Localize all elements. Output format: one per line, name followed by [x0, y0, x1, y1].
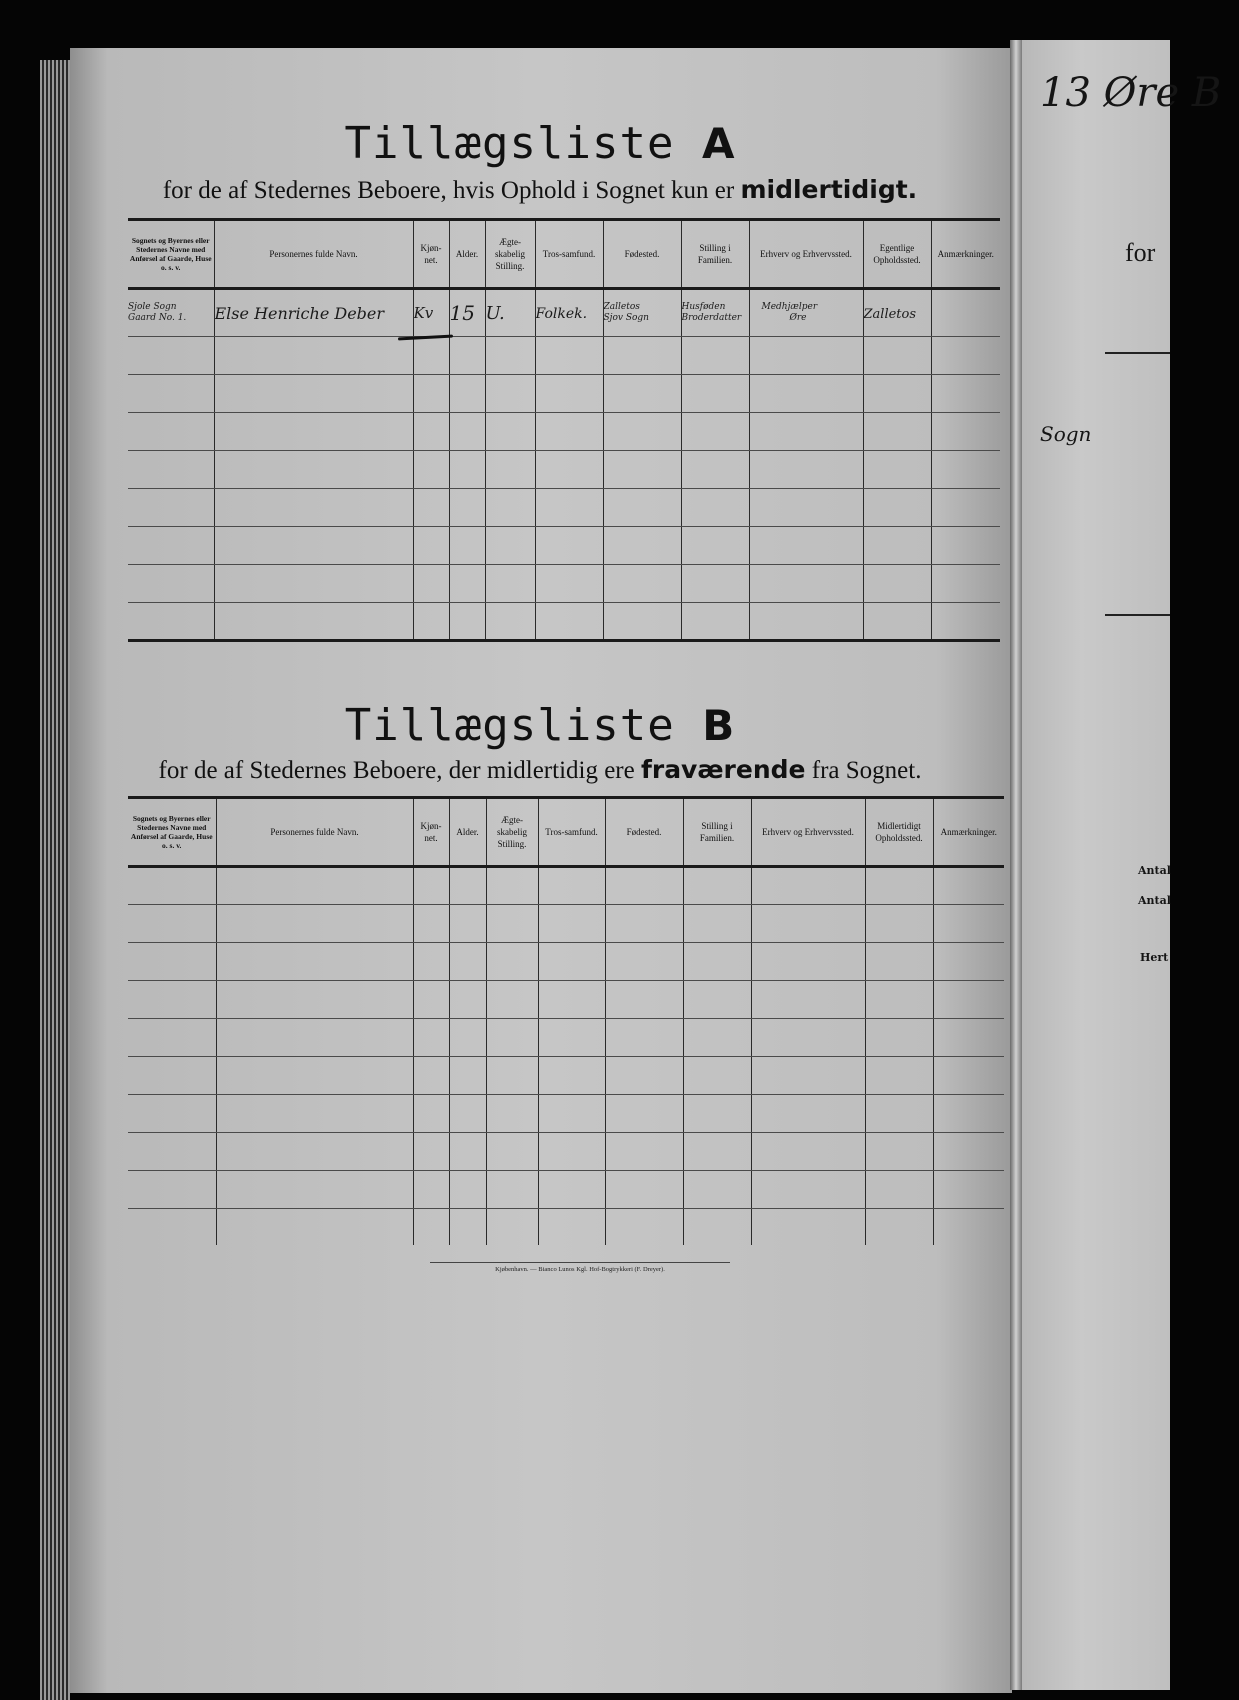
list-b-letter: B [702, 701, 736, 750]
table-row [128, 1133, 1004, 1171]
list-b-subtitle-end: fra Sognet. [811, 757, 922, 784]
person-faith: Folkek. [535, 306, 588, 322]
col-temporary-residence: Midlertidigt Opholdssted. [865, 798, 933, 867]
table-row [128, 1209, 1004, 1245]
col-sex: Kjøn-net. [413, 220, 449, 289]
list-b-title [70, 700, 1010, 751]
marital-cell [485, 289, 535, 337]
col-occupation: Erhverv og Erhvervssted. [749, 220, 863, 289]
age-cell [449, 289, 485, 337]
family-line-1: Husføden [681, 302, 726, 312]
table-row [128, 451, 1000, 489]
col-place: Sognets og Byernes eller Stedernes Navne med Anførsel af Gaarde, Huse o. s. v. [128, 798, 216, 867]
person-age: 15 [449, 301, 475, 325]
right-for-label: for [1125, 238, 1156, 267]
table-row [128, 603, 1000, 641]
list-a-subtitle-text: for de af Stedernes Beboere, hvis Ophold i Sognet kun er [162, 177, 735, 204]
residence-cell [863, 289, 931, 337]
col-name: Personernes fulde Navn. [216, 798, 413, 867]
family-cell [681, 289, 749, 337]
place-line-2: Gaard No. 1. [128, 313, 187, 323]
list-b-subtitle-bold: fraværende [640, 755, 806, 784]
table-row [128, 1171, 1004, 1209]
printer-imprint: Kjøbenhavn. — Bianco Lunos Kgl. Hof-Bogtrykkeri (F. Dreyer). [430, 1262, 730, 1273]
list-b-header-row [128, 798, 1004, 867]
right-sogn-label: Sogn [1040, 422, 1092, 446]
list-a-table [128, 218, 1000, 642]
person-residence: Zalletos [863, 307, 917, 322]
table-row [128, 1095, 1004, 1133]
col-birthplace: Fødested. [605, 798, 683, 867]
occupation-line-1: Medhjælper [761, 302, 818, 312]
price-stamp: 13 Øre B [1040, 70, 1222, 116]
col-marital: Ægte-skabelig Stilling. [486, 798, 538, 867]
name-cell [214, 289, 413, 337]
col-age: Alder. [449, 220, 485, 289]
col-family: Stilling i Familien. [683, 798, 751, 867]
col-residence: Egentlige Opholdssted. [863, 220, 931, 289]
right-antal-2: Antal [1138, 894, 1171, 907]
person-sex: Kv [413, 304, 434, 322]
table-row [128, 1057, 1004, 1095]
person-name: Else Henriche Deber [214, 303, 385, 323]
person-marital: U. [485, 302, 505, 324]
remarks-cell [931, 289, 1000, 337]
table-row [128, 905, 1004, 943]
birthplace-line-1: Zalletos [603, 302, 640, 312]
col-remarks: Anmærkninger. [931, 220, 1000, 289]
col-sex: Kjøn-net. [413, 798, 449, 867]
list-a-title [70, 118, 1010, 169]
list-b-table [128, 796, 1004, 1245]
table-row [128, 337, 1000, 375]
table-row [128, 867, 1004, 905]
sex-cell [413, 289, 449, 337]
table-row [128, 527, 1000, 565]
col-name: Personernes fulde Navn. [214, 220, 413, 289]
table-row [128, 489, 1000, 527]
col-faith: Tros-samfund. [538, 798, 605, 867]
family-line-2: Broderdatter [681, 313, 742, 323]
occupation-cell [749, 289, 863, 337]
place-line-1: Sjole Sogn [128, 302, 177, 312]
list-b-title-text: Tillægsliste [344, 700, 675, 751]
col-family: Stilling i Familien. [681, 220, 749, 289]
table-row [128, 1019, 1004, 1057]
birthplace-line-2: Sjov Sogn [603, 313, 649, 323]
table-row [128, 413, 1000, 451]
table-row [128, 289, 1000, 337]
list-a-subtitle-bold: midlertidigt. [740, 175, 918, 204]
list-b-subtitle [70, 755, 1010, 785]
right-antal-1: Antal [1138, 864, 1171, 877]
table-row [128, 565, 1000, 603]
list-a-header-row [128, 220, 1000, 289]
col-place: Sognets og Byernes eller Stedernes Navne med Anførsel af Gaarde, Huse o. s. v. [128, 220, 214, 289]
right-hert: Hert [1140, 951, 1169, 964]
faith-cell [535, 289, 603, 337]
birthplace-cell [603, 289, 681, 337]
book-spine [1010, 40, 1022, 1690]
book-edge [40, 60, 70, 1700]
table-row [128, 943, 1004, 981]
col-birthplace: Fødested. [603, 220, 681, 289]
list-a-subtitle [70, 175, 1010, 205]
table-row [128, 981, 1004, 1019]
col-marital: Ægte-skabelig Stilling. [485, 220, 535, 289]
col-remarks: Anmærkninger. [933, 798, 1004, 867]
list-b-subtitle-text: for de af Stedernes Beboere, der midlertidig ere [158, 757, 635, 784]
right-rule-2 [1105, 614, 1170, 616]
col-age: Alder. [449, 798, 486, 867]
right-rule-1 [1105, 352, 1170, 354]
col-occupation: Erhverv og Erhvervssted. [751, 798, 865, 867]
table-row [128, 375, 1000, 413]
place-cell [128, 289, 214, 337]
list-a-title-text: Tillægsliste [344, 118, 675, 169]
occupation-line-2: Øre [789, 313, 807, 323]
col-faith: Tros-samfund. [535, 220, 603, 289]
list-a-letter: A [701, 119, 736, 168]
